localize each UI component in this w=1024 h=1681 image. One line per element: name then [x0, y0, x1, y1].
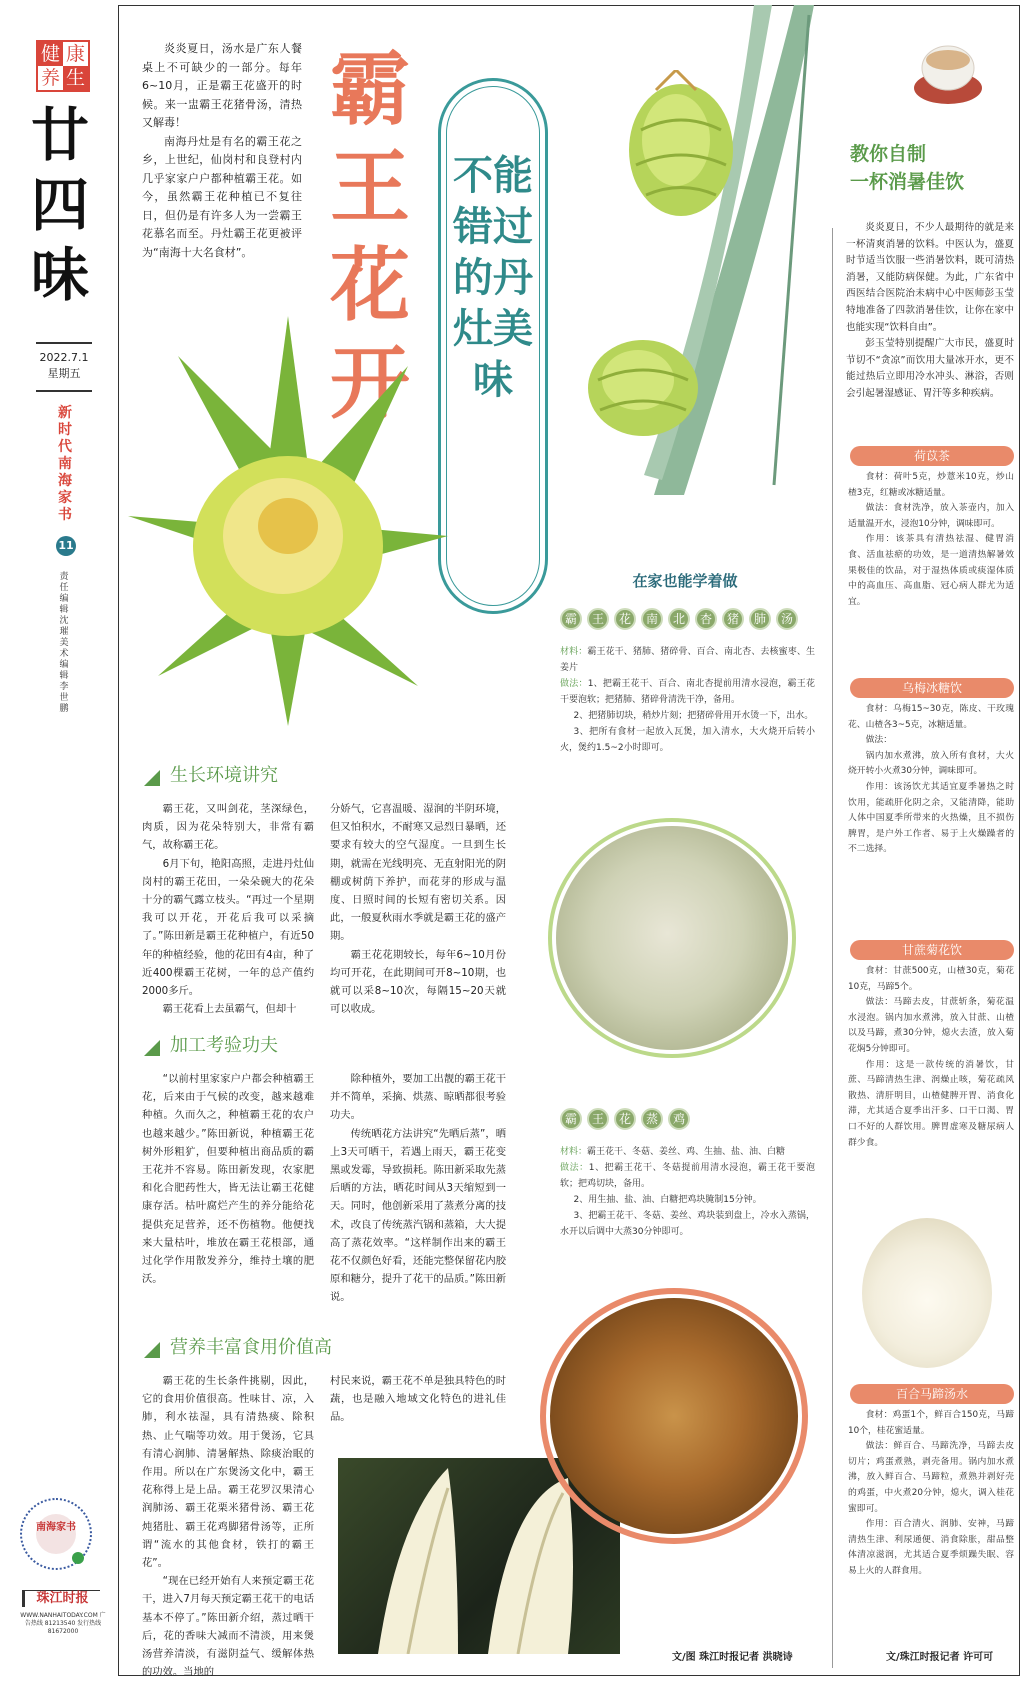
- drink-line: 作用：这是一款传统的消暑饮，甘蔗、马蹄清热生津、润燥止咳，菊花疏风散热、清肝明目，山楂健脾开胃、消食化滞，尤其适合夏季出汗多、口干口渴、胃口不好的人群饮用。脾胃虚寒及糖尿病人群少食。: [848, 1059, 1014, 1148]
- flower-bud-image: [616, 70, 746, 220]
- paragraph: 分娇气，它喜温暖、湿润的半阴环境，但又怕积水，不耐寒又忌烈日暴晒，还要求有较大的空气湿度。一旦到生长期，就需在光线明亮、无直射阳光的阴棚或树荫下养护，而花芽的形成与温度、日照时间的长短有密切关系。因此，一般夏秋雨水季就是霸王花的盛产期。: [330, 803, 506, 943]
- section-column: [330, 800, 506, 1018]
- step-text: 3、把所有食材一起放入瓦煲，加入清水，大火烧开后转小火，煲约1.5~2小时即可。: [560, 727, 815, 753]
- middle-credit: 文/图 珠江时报记者 洪晓诗: [672, 1652, 793, 1663]
- title-char: 花: [614, 608, 636, 630]
- section-column: [142, 1372, 314, 1681]
- lily-dessert-photo: [862, 1218, 992, 1368]
- title-char: 蒸: [641, 1108, 663, 1130]
- paper-url: WWW.NANHAITODAY.COM 广告热线 81213540 发行热线 81672000: [20, 1612, 106, 1635]
- method-label: 做法：: [560, 679, 588, 689]
- drink-line: 做法：食材洗净，放入茶壶内，加入适量温开水，浸泡10分钟，调味即可。: [848, 503, 1014, 529]
- title-char: 王: [587, 608, 609, 630]
- paragraph: “现在已经开始有人来预定霸王花干，进入7月每天预定霸王花干的电话基本不停了。”陈田新介绍，蒸过晒干后，花的香味大减而不清淡，用来煲汤营养清淡，有滋阴益气、缓解体热的功效。当地的: [142, 1575, 314, 1679]
- chicken-photo: [550, 1298, 798, 1534]
- right-intro: [846, 220, 1014, 403]
- drink-body: [848, 470, 1014, 610]
- paragraph: 6月下旬，艳阳高照，走进丹灶仙岗村的霸王花田，一朵朵碗大的花朵十分的霸气露立枝头。“再过一个星期我可以开花，开花后我可以采摘了。”陈田新是霸王花种植户，有近50年的种植经验，他的花田有4亩，种了近400棵霸王花树，一年的总产值约2000多斤。: [142, 857, 314, 998]
- drink-title: 甘蔗菊花饮: [850, 940, 1014, 960]
- teacup-image: [912, 38, 984, 108]
- recipe-method: [560, 676, 815, 708]
- column-brand: 廿四味: [30, 101, 89, 309]
- section-column: [330, 1070, 506, 1307]
- drink-title: 百合马蹄汤水: [850, 1384, 1014, 1404]
- intro-paragraph: 南海丹灶是有名的霸王花之乡，上世纪，仙岗村和良登村内几乎家家户户都种植霸王花。如今，虽然霸王花种植已不复往日，但仍是有许多人为一尝霸王花慕名而至。丹灶霸王花更被评为“南海十大名食材”。: [142, 134, 302, 259]
- title-char: 王: [587, 1108, 609, 1130]
- drink-line: 食材：鸡蛋1个，鲜百合150克，马蹄10个，桂花蜜适量。: [848, 1410, 1014, 1436]
- recipe-method: [560, 1160, 815, 1192]
- flower-bud-image: [578, 330, 708, 440]
- intro-paragraph: 炎炎夏日，汤水是广东人餐桌上不可缺少的一部分。每年6~10月，正是霸王花盛开的时候。来一盅霸王花猪骨汤，清热又解毒！: [142, 42, 302, 129]
- title-char: 鸡: [668, 1108, 690, 1130]
- date-text: 2022.7.1: [39, 351, 89, 364]
- drink-line: 食材：乌梅15~30克，陈皮、干玫瑰花、山楂各3~5克，冰糖适量。: [848, 704, 1014, 730]
- paragraph: 除种植外，要加工出靓的霸王花干并不简单，采摘、烘蒸、晾晒都很考验功夫。: [330, 1073, 506, 1122]
- section-heading: 营养丰富食用价值高: [170, 1337, 332, 1358]
- paragraph: 炎炎夏日，不少人最期待的就是来一杯清爽消暑的饮料。中医认为，盛夏时节适当饮服一些消暑饮料，既可清热消暑，又能防病保健。为此，广东省中西医结合医院治未病中心中医师彭玉莹特地准备了四款消暑佳饮，让你在家中也能实现“饮料自由”。: [846, 222, 1014, 333]
- right-heading-line: 一杯消暑佳饮: [850, 171, 965, 193]
- materials-text: 霸王花干、冬菇、姜丝、鸡、生抽、盐、油、白糖: [587, 1147, 786, 1157]
- dragon-flower-image: [118, 296, 458, 736]
- title-char: 汤: [776, 608, 798, 630]
- subtitle: 不能错过的丹灶美味: [453, 152, 533, 403]
- recipe-title: [560, 1108, 690, 1130]
- drink-line: 作用：该汤饮尤其适宜夏季暑热之时饮用，能疏肝化阴之余，又能清降，能助人体中国夏季所带来的火热燥，且不损伤脾胃，是户外工作者、易于上火燥躁者的不二选择。: [848, 781, 1014, 855]
- editor-credit: 责任编辑 沈璀 美术编辑 李世鹏: [59, 572, 69, 714]
- recipe-title: [560, 608, 798, 630]
- stamp-char: 生: [63, 66, 88, 90]
- paragraph: 霸王花，又叫剑花，茎深绿色，肉质，因为花朵特别大，非常有霸气，故称霸王花。: [142, 803, 314, 852]
- stamp-char: 健: [38, 42, 63, 66]
- drink-line: 作用：该茶具有清热祛湿、健胃消食、活血祛瘀的功效，是一道清热解暑效果极佳的饮品，对于湿热体质或痰湿体质中的高血压、高血脂、冠心病人群尤为适宜。: [848, 534, 1014, 607]
- drink-line: 做法：马蹄去皮，甘蔗斩条，菊花温水浸泡。锅内加水煮沸，放入甘蔗、山楂以及马蹄，煮30分钟，熄火去渣，放入菊花焖5分钟即可。: [848, 997, 1014, 1054]
- materials-label: 材料：: [560, 647, 588, 657]
- drink-line: 食材：荷叶5克，炒薏米10克，炒山楂3克，红糖或冰糖适量。: [848, 472, 1014, 498]
- paragraph: 霸王花的生长条件挑剔，因此，它的食用价值很高。性味甘、凉，入肺，利水祛湿，具有清热痰、除积热、止气喘等功效。用于煲汤，它具有清心润肺、清暑解热、除痰治眠的作用。所以在广东煲汤文化中，霸王花称得上是上品。霸王花罗汉果清心润肺汤、霸王花栗米猪骨汤、霸王花炖猪肚、霸王花鸡脚猪骨汤等，正所谓“流水的其他食材，铁打的霸王花”。: [142, 1375, 314, 1570]
- stamp-char: 养: [38, 66, 63, 90]
- title-char: 霸: [560, 1108, 582, 1130]
- recipe-materials: [560, 1144, 815, 1160]
- recipe-body: [560, 644, 815, 756]
- title-char: 肺: [749, 608, 771, 630]
- right-heading-line: 教你自制: [850, 143, 927, 165]
- method-label: 做法：: [560, 1163, 589, 1173]
- paragraph: 传统晒花方法讲究“先晒后蒸”，晒上3天可晒干，若遇上雨天，霸王花变黑或发霉，导致损耗。陈田新采取先蒸后晒的方法，晒花时间从3天缩短到一天。同时，他创新采用了蒸煮分离的技术，改良了传统蒸汽锅和蒸箱，大大提高了蒸花效率。“这样制作出来的霸王花不仅颜色好看，还能完整保留花内胶原和糖分，提升了花干的品质。”陈田新说。: [330, 1127, 506, 1304]
- drink-title: 荷苡茶: [850, 446, 1014, 466]
- section-marker-icon: [144, 1342, 160, 1358]
- section-column: [142, 1070, 314, 1288]
- section-marker-icon: [144, 1040, 160, 1056]
- soup-photo: [556, 826, 788, 1050]
- stamp-char: 康: [63, 42, 88, 66]
- paragraph: 霸王花花期较长，每年6~10月份均可开花，在此期间可开8~10期，也就可以采8~10次，每隔15~20天就可以收成。: [330, 948, 506, 1016]
- section-heading: 加工考验功夫: [170, 1035, 278, 1056]
- drink-line: 食材：甘蔗500克，山楂30克，菊花10克，马蹄5个。: [848, 966, 1014, 992]
- paragraph: “以前村里家家户户都会种植霸王花，后来由于气候的改变，越来越难种植。久而久之，种植霸王花的农户也越来越少。”陈田新说，种植霸王花树外形粗犷，但要种植出商品质的霸王花并不容易。陈田新发现，农家肥和化合肥药性大，皆无法让霸王花健康存活。枯叶腐烂产生的养分能给花提供充足营养，还不伤植物。他便找来大量枯叶，堆放在霸王花根部，通过化学作用散发养分，维持土壤的肥沃。: [142, 1073, 314, 1286]
- drink-body: [848, 1408, 1014, 1580]
- step-text: 1、把霸王花干、百合、南北杏提前用清水浸泡，霸王花干要泡软；把猪肺、猪碎骨清洗干净，备用。: [560, 679, 815, 705]
- rail-divider: [36, 342, 92, 344]
- page-number: 11: [56, 536, 76, 556]
- right-credit: 文/珠江时报记者 许可可: [886, 1652, 994, 1663]
- drink-line: 锅内加水煮沸，放入所有食材，大火烧开转小火煮30分钟，调味即可。: [848, 750, 1014, 777]
- kangyang-stamp: [36, 40, 90, 92]
- right-heading: [850, 140, 1000, 196]
- issue-date: [36, 350, 92, 382]
- recipe-body: [560, 1144, 815, 1240]
- main-title: 霸王花开: [330, 42, 410, 430]
- title-char: 花: [614, 1108, 636, 1130]
- recipes-heading: 在家也能学着做: [632, 572, 738, 590]
- drink-body: [848, 964, 1014, 1151]
- weekday-text: 星期五: [47, 367, 81, 380]
- recipe-materials: [560, 644, 815, 676]
- paragraph: 彭玉莹特别提醒广大市民，盛夏时节切不“贪凉”而饮用大量冰开水，更不能过热后立即用冷水冲头、淋浴，否则会引起暑湿感证、胃汗等多种疾病。: [846, 338, 1014, 399]
- rail-divider: [36, 390, 92, 392]
- column-name: 新时代南海家书: [58, 405, 72, 523]
- seal-badge-icon: [72, 1552, 84, 1564]
- materials-text: 霸王花干、猪肺、猪碎骨、百合、南北杏、去核蜜枣、生姜片: [560, 647, 815, 673]
- paper-logo: 珠江时报: [22, 1590, 100, 1607]
- title-char: 猪: [722, 608, 744, 630]
- drink-title: 乌梅冰糖饮: [850, 678, 1014, 698]
- paragraph: 霸王花看上去虽霸气，但却十: [162, 1003, 297, 1016]
- title-char: 杏: [695, 608, 717, 630]
- materials-label: 材料：: [560, 1147, 588, 1157]
- title-char: 南: [641, 608, 663, 630]
- step-text: 2、用生抽、盐、油、白糖把鸡块腌制15分钟。: [573, 1195, 762, 1205]
- paragraph: 村民来说，霸王花不单是独具特色的时蔬，也是融入地域文化特色的进礼佳品。: [330, 1375, 506, 1424]
- column-rule: [832, 228, 833, 1668]
- step-text: 3、把霸王花干、冬菇、姜丝、鸡块装到盘上，冷水入蒸锅，水开以后调中大蒸30分钟即可。: [560, 1211, 815, 1237]
- section-column: [142, 800, 314, 1018]
- intro-text: [142, 40, 302, 262]
- section-column: [330, 1372, 506, 1427]
- title-char: 北: [668, 608, 690, 630]
- step-text: 2、把猪肺切块，稍炒片刻；把猪碎骨用开水烫一下，出水。: [573, 711, 814, 721]
- title-char: 霸: [560, 608, 582, 630]
- seal-logo: 南海家书: [36, 1514, 76, 1554]
- drink-line: 作用：百合清火、润肺、安神，马蹄清热生津、利尿通便、消食除胀，甜品整体清凉滋润，尤其适合夏季烦躁失眠、容易上火的人群食用。: [848, 1519, 1014, 1576]
- drink-body: [848, 702, 1014, 858]
- section-marker-icon: [144, 770, 160, 786]
- drink-line: 做法：鲜百合、马蹄洗净，马蹄去皮切片；鸡蛋煮熟，剥壳备用。锅内加水煮沸，放入鲜百合、马蹄粒，煮熟并剥好壳的鸡蛋，中火煮20分钟，熄火，调入桂花蜜即可。: [848, 1441, 1014, 1514]
- section-heading: 生长环境讲究: [170, 765, 278, 786]
- drink-line: 做法：: [865, 735, 892, 746]
- step-text: 1、把霸王花干、冬菇提前用清水浸泡，霸王花干要泡软；把鸡切块，备用。: [560, 1163, 815, 1189]
